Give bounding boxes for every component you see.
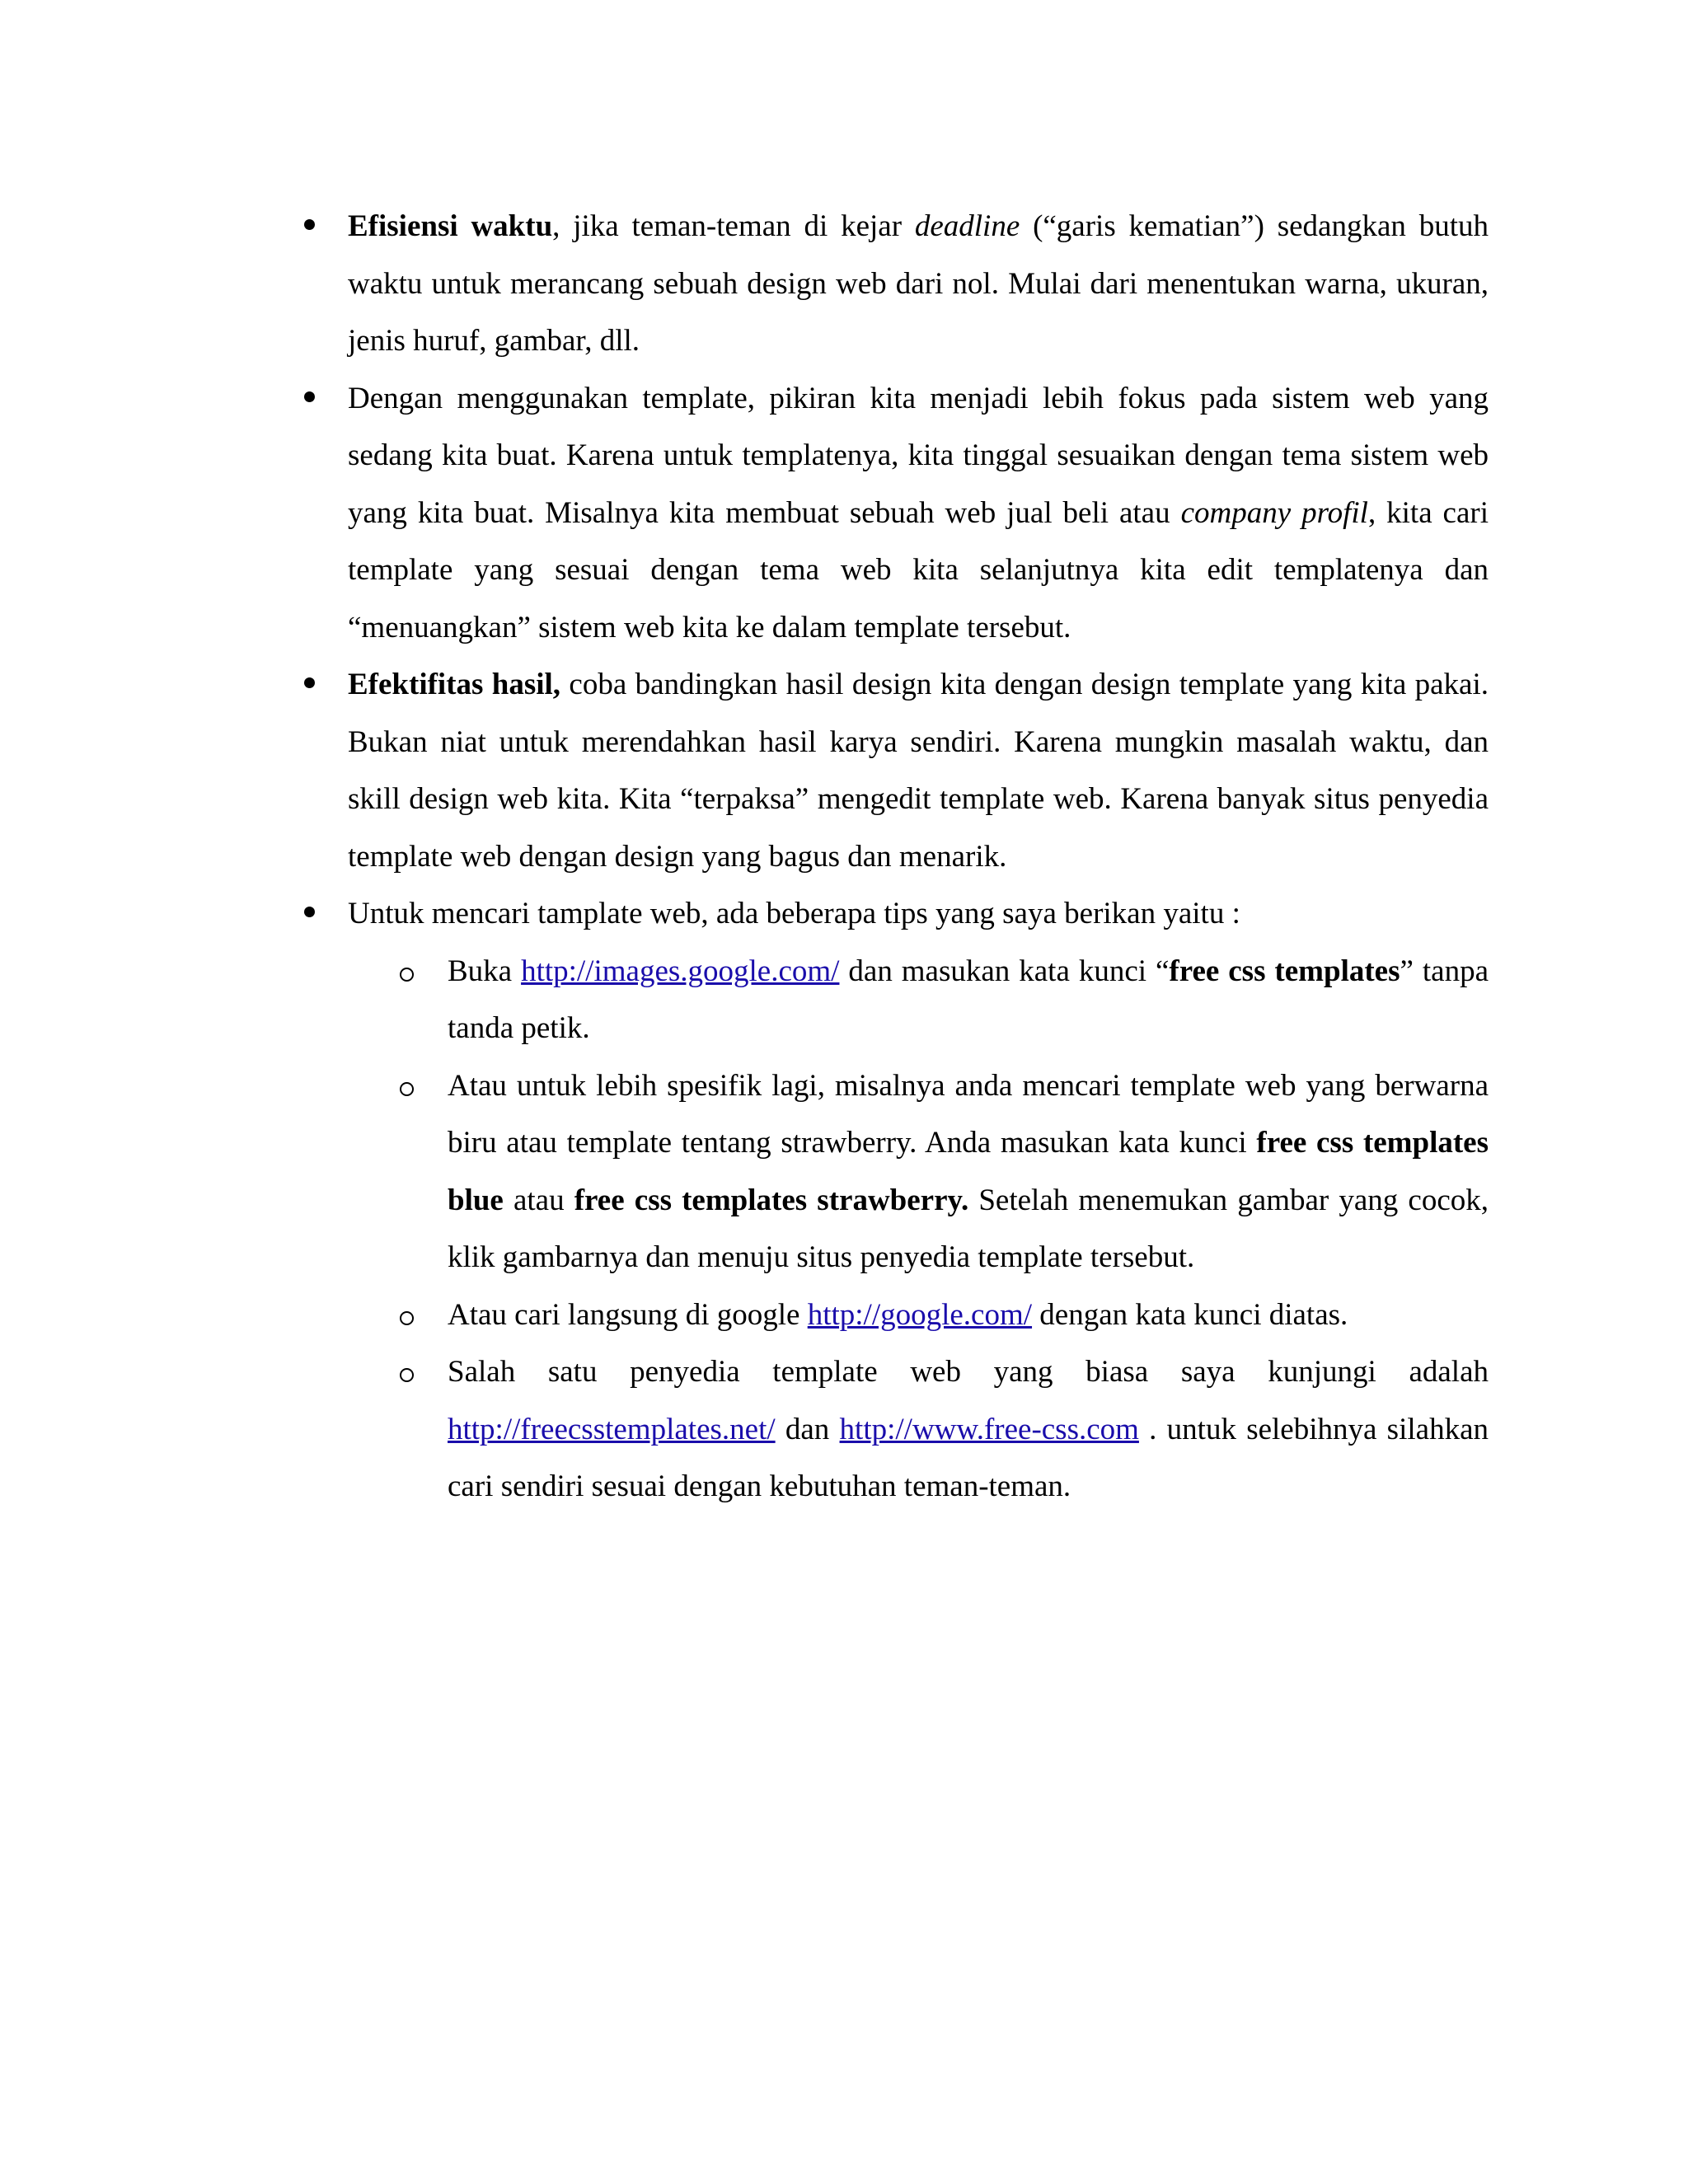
bullet-list: [288, 198, 1489, 1516]
link-free-css[interactable]: http://www.free-css.com: [839, 1412, 1139, 1446]
tip-text: dan masukan kata kunci “: [839, 954, 1170, 988]
tip-text: dengan kata kunci diatas.: [1032, 1297, 1348, 1332]
keyword-strawberry: free css templates strawberry.: [574, 1183, 969, 1217]
circle-bullet-icon: [398, 943, 423, 1001]
bullet-icon: [298, 656, 322, 714]
list-text: Untuk mencari tamplate web, ada beberapa tips yang saya berikan yaitu :: [348, 897, 1240, 930]
circle-bullet-icon: [398, 1286, 423, 1344]
tip-text: Atau cari langsung di google: [448, 1297, 808, 1332]
tip-text: Atau untuk lebih spesifik lagi, misalnya anda mencari template web yang berwarna biru atau template tentang strawberry. Anda masukan kata kunci: [448, 1068, 1489, 1160]
tips-sublist: [348, 943, 1489, 1516]
term-efektifitas-hasil: Efektifitas hasil,: [348, 668, 561, 701]
list-text: (“garis kematian”) sedangkan butuh waktu untuk merancang sebuah design web dari nol. Mulai dari menentukan warna, ukuran, jenis huruf, gambar, dll.: [348, 209, 1489, 358]
keyword-blue: free css templates blue: [448, 1126, 1489, 1217]
list-item-template-focus: [348, 370, 1489, 657]
list-item-efisiensi: [348, 198, 1489, 370]
tip-item-providers: [448, 1343, 1489, 1516]
tip-text: atau: [503, 1183, 574, 1217]
list-text: , jika teman-teman di kejar: [552, 209, 915, 243]
link-google[interactable]: http://google.com/: [807, 1297, 1033, 1332]
emphasis-deadline: deadline: [914, 209, 1020, 243]
tip-text: . untuk selebihnya silahkan cari sendiri sesuai dengan kebutuhan teman-teman.: [448, 1412, 1489, 1503]
keyword-free-css-templates: free css templates: [1169, 954, 1400, 988]
tip-item-google: [448, 1286, 1489, 1344]
link-images-google[interactable]: http://images.google.com/: [521, 954, 840, 988]
bullet-icon: [298, 885, 322, 943]
list-text: , kita cari template yang sesuai dengan tema web kita selanjutnya kita edit templatenya dan “menuangkan” sistem web kita ke dalam template tersebut.: [348, 495, 1489, 644]
list-text: coba bandingkan hasil design kita dengan design template yang kita pakai. Bukan niat untuk merendahkan hasil karya sendiri. Karena mungkin masalah waktu, dan skill design web kita. Kita “terpaksa” mengedit template web. Karena banyak situs penyedia template web dengan design yang bagus dan menarik.: [348, 668, 1489, 874]
emphasis-company-profil: company profil: [1180, 495, 1368, 530]
tip-text: Salah satu penyedia template web yang biasa saya kunjungi adalah: [448, 1355, 1489, 1389]
tip-item-images-google: [448, 943, 1489, 1057]
link-freecsstemplates[interactable]: http://freecsstemplates.net/: [448, 1412, 776, 1446]
tip-text: Buka: [448, 954, 522, 988]
list-item-efektifitas: [348, 656, 1489, 885]
bullet-icon: [298, 370, 322, 428]
bullet-icon: [298, 198, 322, 255]
tip-text: ” tanpa tanda petik.: [448, 954, 1489, 1045]
circle-bullet-icon: [398, 1343, 423, 1401]
tip-item-specific-search: [448, 1057, 1489, 1286]
document-body: [288, 198, 1489, 1516]
tip-text: Setelah menemukan gambar yang cocok, klik gambarnya dan menuju situs penyedia template tersebut.: [448, 1183, 1489, 1274]
circle-bullet-icon: [398, 1057, 423, 1115]
term-efisiensi-waktu: Efisiensi waktu: [348, 209, 553, 243]
list-item-tips: [348, 885, 1489, 1516]
list-text: Dengan menggunakan template, pikiran kita menjadi lebih fokus pada sistem web yang sedang kita buat. Karena untuk templatenya, kita tinggal sesuaikan dengan tema sistem web yang kita buat. Misalnya kita membuat sebuah web jual beli atau: [348, 381, 1489, 530]
tip-text: dan: [775, 1412, 840, 1446]
